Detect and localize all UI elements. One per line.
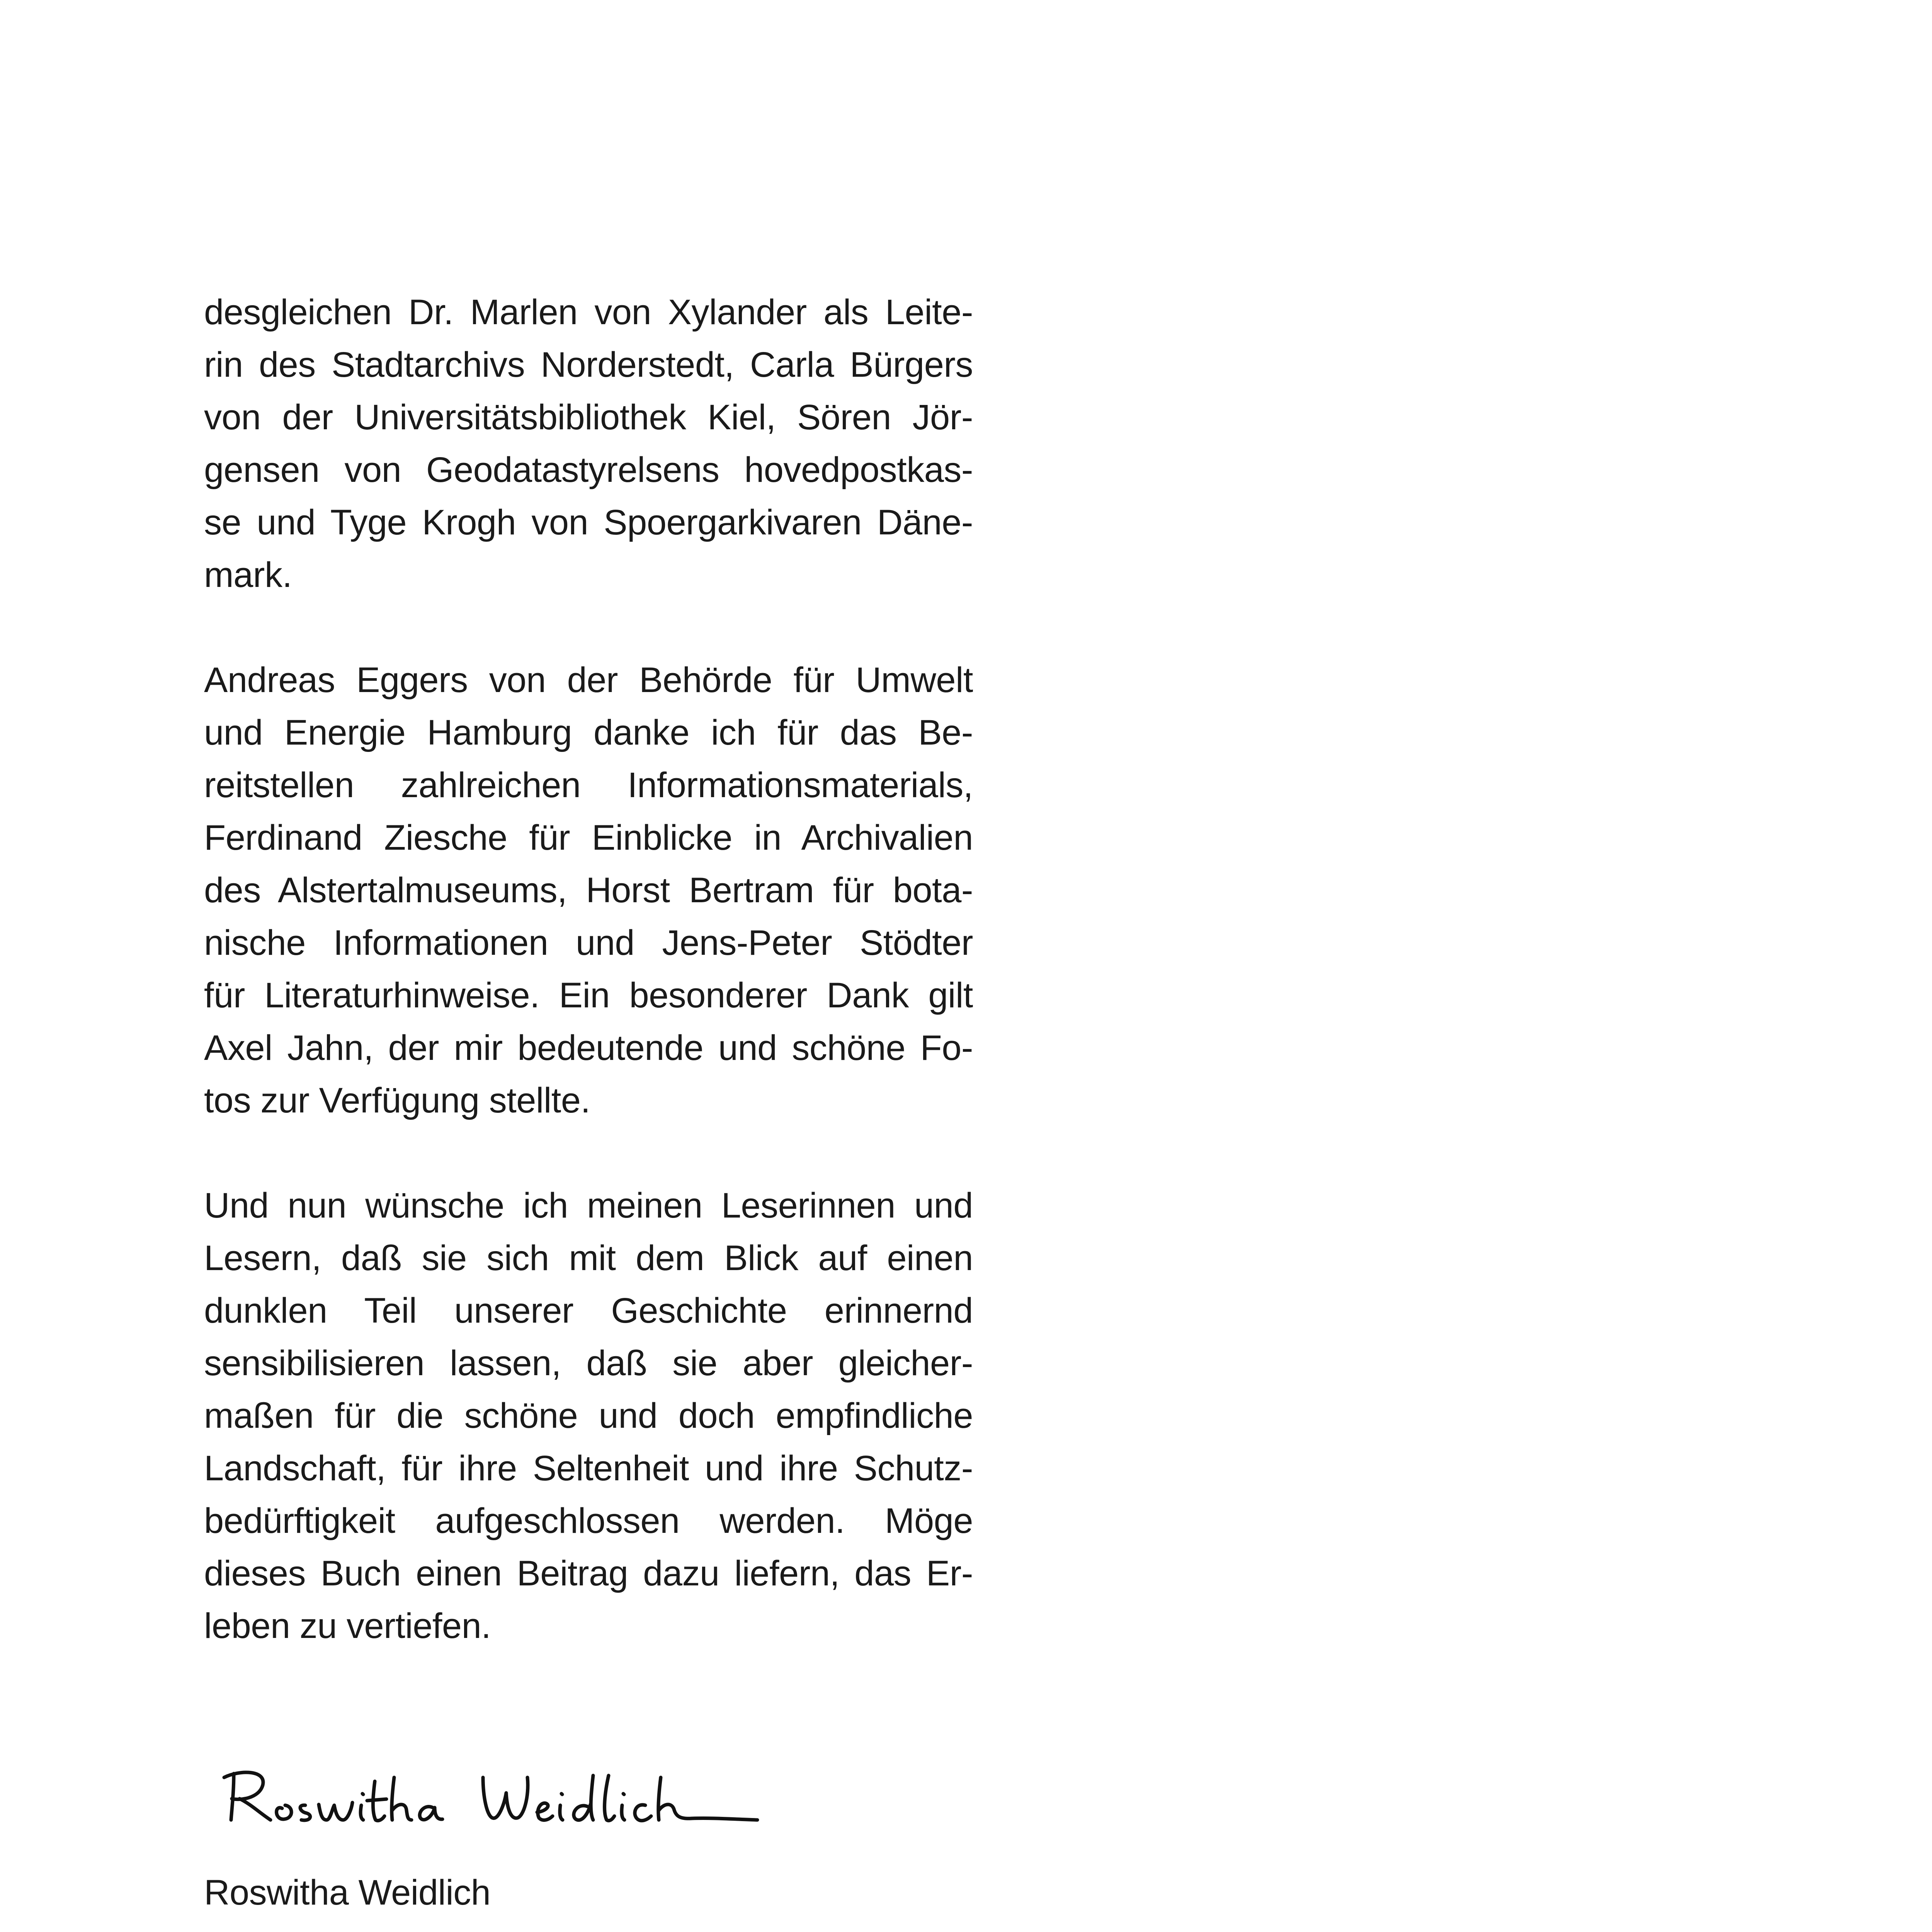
text-line: dieses Buch einen Beitrag dazu liefern, das Er- [204,1554,973,1593]
text-line: Ferdinand Ziesche für Einblicke in Archivalien [204,818,973,857]
text-line: maßen für die schöne und doch empfindliche [204,1396,973,1435]
text-line: von der Universitätsbibliothek Kiel, Sören Jör- [204,398,973,437]
text-line: nische Informationen und Jens-Peter Stödter [204,923,973,963]
body-text [204,286,973,1652]
text-line: für Literaturhinweise. Ein besonderer Dank gilt [204,976,973,1015]
text-line: dunklen Teil unserer Geschichte erinnernd [204,1291,973,1330]
text-line: mark. [204,555,292,595]
handwritten-signature [216,1762,773,1839]
text-line: gensen von Geodatastyrelsens hovedpostkas- [204,450,973,490]
text-line: leben zu vertiefen. [204,1606,491,1646]
text-line: Andreas Eggers von der Behörde für Umwelt [204,660,973,700]
text-line: Landschaft, für ihre Seltenheit und ihre Schutz- [204,1449,973,1488]
text-line: tos zur Verfügung stellte. [204,1081,590,1120]
text-line: Und nun wünsche ich meinen Leserinnen und [204,1186,973,1225]
text-line: rin des Stadtarchivs Norderstedt, Carla Bürgers [204,345,973,384]
text-line: Lesern, daß sie sich mit dem Blick auf einen [204,1238,973,1278]
paragraph-spacer [204,601,973,654]
text-line: und Energie Hamburg danke ich für das Be- [204,713,973,752]
text-line: sensibilisieren lassen, daß sie aber gleicher- [204,1344,973,1383]
text-line: des Alstertalmuseums, Horst Bertram für bota- [204,871,973,910]
text-line: desgleichen Dr. Marlen von Xylander als Leite- [204,293,973,332]
text-line: se und Tyge Krogh von Spoergarkivaren Däne- [204,503,973,542]
paragraph-spacer [204,1127,973,1179]
text-line: bedürftigkeit aufgeschlossen werden. Möge [204,1501,973,1541]
text-line: reitstellen zahlreichen Informationsmaterials, [204,765,973,805]
author-name: Roswitha Weidlich [204,1873,491,1912]
text-line: Axel Jahn, der mir bedeutende und schöne Fo- [204,1028,973,1068]
paragraph-2 [204,654,973,1127]
paragraph-3 [204,1179,973,1652]
paragraph-1 [204,286,973,601]
